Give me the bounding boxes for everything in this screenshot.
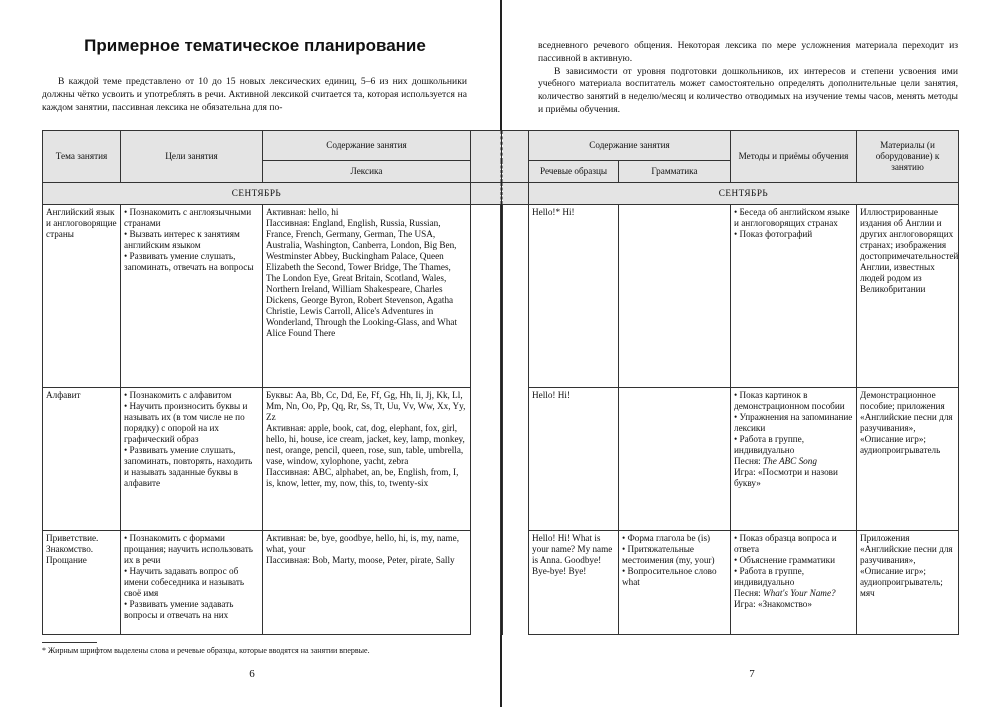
method-item: • Беседа об английском языке и англоговорящих странах xyxy=(734,207,850,228)
row-goals xyxy=(121,531,263,635)
song-title: The ABC Song xyxy=(763,456,817,466)
footnote: * Жирным шрифтом выделены слова и речевые образцы, которые вводятся на занятии впервые. xyxy=(42,646,370,655)
row-goals xyxy=(121,205,263,388)
row-materials: Демонстрационное пособие; приложения «Английские песни для разучивания», «Описание игр»; аудиопроигрыватель xyxy=(857,388,959,531)
page-title: Примерное тематическое планирование xyxy=(84,36,426,55)
grammar-item: • Форма глагола be (is) xyxy=(622,533,711,543)
row-topic: Алфавит xyxy=(43,388,121,531)
row-speech: Hello! Hi! What is your name? My name is Anna. Goodbye! Bye-bye! Bye! xyxy=(529,531,619,635)
header-content: Содержание занятия xyxy=(263,131,471,161)
method-item: • Работа в группе, индивидуально xyxy=(734,566,805,587)
goal-item: • Научить задавать вопрос об имени собеседника и называть своё имя xyxy=(124,566,245,598)
method-item: • Показ фотографий xyxy=(734,229,813,239)
method-item: • Показ образца вопроса и ответа xyxy=(734,533,837,554)
row-materials: Приложения «Английские песни для разучивания», «Описание игр»; аудиопроигрыватель; мяч xyxy=(857,531,959,635)
header-lexis: Лексика xyxy=(263,161,471,183)
page-right xyxy=(502,0,1000,707)
header-gap xyxy=(471,131,501,183)
method-item: • Упражнения на запоминание лексики xyxy=(734,412,853,433)
row-topic: Английский язык и англоговорящие страны xyxy=(43,205,121,388)
intro-text: В каждой теме представлено от 10 до 15 новых лексических единиц, 5–6 из них дошкольники должны чётко усвоить и употреблять в речи. Активной лексикой считается та, которая используется на каждом занятии, пассивная лексика не обязательна для по- xyxy=(42,76,467,113)
goal-item: • Развивать умение слушать, запоминать, отвечать на вопросы xyxy=(124,251,254,272)
row-topic: Приветствие. Знакомство. Прощание xyxy=(43,531,121,635)
row-gap xyxy=(471,531,501,635)
row-methods xyxy=(731,531,857,635)
table-row xyxy=(43,205,501,388)
song-title: What's Your Name? xyxy=(763,588,836,598)
song-label: Песня: xyxy=(734,456,764,466)
goal-item: • Развивать умение слушать, запоминать, повторять, находить и называть заданные буквы в алфавите xyxy=(124,445,253,488)
row-goals xyxy=(121,388,263,531)
row-lexis: Активная: hello, hi Пассивная: England, English, Russia, Russian, France, French, Germany, German, The USA, Australia, Washington, Canberra, London, Big Ben, Westminster Abbey, Buckingham Palace, Queen Elizabeth the Second, Tower Bridge, The Thames, The London Eye, Great Britain, Scotland, Wales, Northern Ireland, William Shakespeare, Charles Dickens, George Byron, Robert Stevenson, Agatha Christie, Lewis Carroll, Alice's Adventures in Wonderland, Through the Looking-Glass, and What Alice Found There xyxy=(263,205,471,388)
goal-item: • Развивать умение задавать вопросы и отвечать на них xyxy=(124,599,234,620)
row-gap xyxy=(471,205,501,388)
goal-item: • Познакомить с формами прощания; научить использовать их в речи xyxy=(124,533,253,565)
grammar-item: • Притяжательные местоимения (my, your) xyxy=(622,544,715,565)
header-topic: Тема занятия xyxy=(43,131,121,183)
plan-table-left xyxy=(42,130,501,635)
intro-paragraph xyxy=(42,76,467,114)
row-lexis: Буквы: Aa, Bb, Cc, Dd, Ee, Ff, Gg, Hh, Ii, Jj, Kk, Ll, Mm, Nn, Oo, Pp, Qq, Rr, Ss, Tt, Uu, Vv, Ww, Xx, Yy, Zz Активная: apple, book, cat, dog, elephant, fox, girl, hello, hi, house, ice cream, jacket, key, lamp, monkey, nest, orange, pencil, queen, rose, sun, table, umbrella, vase, window, xylophone, yacht, zebra Пассивная: ABC, alphabet, an, be, English, from, I, is, know, letter, my, now, this, to, twenty-six xyxy=(263,388,471,531)
method-item: • Объяснение грамматики xyxy=(734,555,836,565)
table-row xyxy=(503,205,959,388)
table-row xyxy=(43,388,501,531)
month-row: СЕНТЯБРЬ xyxy=(43,183,471,205)
month-gap xyxy=(471,183,501,205)
footnote-rule xyxy=(42,642,97,643)
row-grammar xyxy=(619,531,731,635)
song-line xyxy=(734,588,853,599)
header-speech: Речевые образцы xyxy=(529,161,619,183)
row-speech: Hello!* Hi! xyxy=(529,205,619,388)
goal-item: • Научить произносить буквы и называть их (в том числе не по порядку) с опорой на их графический образ xyxy=(124,401,248,444)
table-row xyxy=(503,388,959,531)
row-speech: Hello! Hi! xyxy=(529,388,619,531)
goal-item: • Познакомить с алфавитом xyxy=(124,390,232,400)
header-grammar: Грамматика xyxy=(619,161,731,183)
song-line xyxy=(734,456,853,467)
grammar-item: • Вопросительное слово what xyxy=(622,566,717,587)
row-methods xyxy=(731,388,857,531)
row-grammar xyxy=(619,205,731,388)
page-number: 7 xyxy=(749,668,755,680)
row-gap xyxy=(503,205,529,388)
intro-text: В зависимости от уровня подготовки дошкольников, их интересов и степени усвоения ими учебного материала воспитатель может самостоятельно определять дополнительные цели занятия, количество занятий в неделю/месяц и количество отводимых на изучение темы часов, менять методы и приёмы обучения. xyxy=(538,65,958,115)
row-methods xyxy=(731,205,857,388)
row-gap xyxy=(503,531,529,635)
row-grammar xyxy=(619,388,731,531)
row-gap xyxy=(503,388,529,531)
table-row xyxy=(503,531,959,635)
header-goals: Цели занятия xyxy=(121,131,263,183)
song-label: Песня: xyxy=(734,588,764,598)
month-row: СЕНТЯБРЬ xyxy=(529,183,959,205)
header-methods: Методы и приёмы обучения xyxy=(731,131,857,183)
intro-text: вседневного речевого общения. Некоторая лексика по мере усложнения материала переходит из пассивной в активную. xyxy=(538,40,958,64)
goal-item: • Познакомить с англоязычными странами xyxy=(124,207,252,228)
method-item: • Показ картинок в демонстрационном пособии xyxy=(734,390,845,411)
intro-paragraph xyxy=(538,40,958,117)
header-gap xyxy=(503,131,529,183)
plan-table-right xyxy=(502,130,959,635)
method-item: • Работа в группе, индивидуально xyxy=(734,434,805,455)
game-line: Игра: «Знакомство» xyxy=(734,599,812,609)
page-number: 6 xyxy=(249,668,255,680)
row-gap xyxy=(471,388,501,531)
row-materials: Иллюстрированные издания об Англии и других англоговорящих странах; изображения достопримечательностей Англии, известных людей родом из Великобритании xyxy=(857,205,959,388)
month-gap xyxy=(503,183,529,205)
row-lexis: Активная: be, bye, goodbye, hello, hi, is, my, name, what, your Пассивная: Bob, Marty, moose, Peter, pirate, Sally xyxy=(263,531,471,635)
header-materials: Материалы (и оборудование) к занятию xyxy=(857,131,959,183)
table-row xyxy=(43,531,501,635)
game-line: Игра: «Посмотри и назови букву» xyxy=(734,467,838,488)
goal-item: • Вызвать интерес к занятиям английским языком xyxy=(124,229,240,250)
header-content: Содержание занятия xyxy=(529,131,731,161)
